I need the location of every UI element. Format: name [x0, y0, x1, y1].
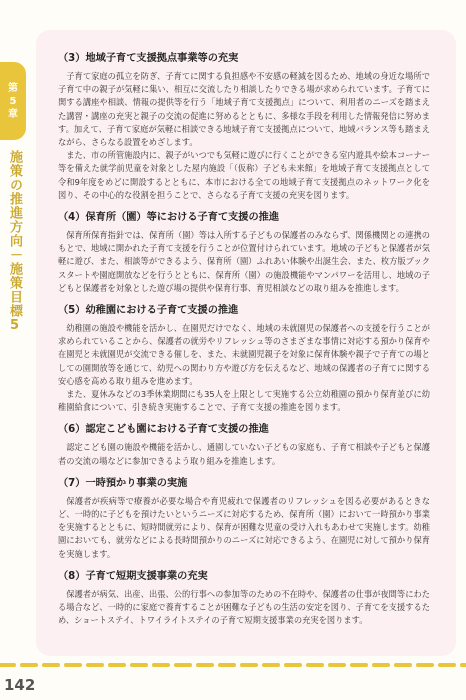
chapter-tab-char: 第 — [8, 82, 18, 94]
section-heading: （4）保育所（園）等における子育て支援の推進 — [58, 212, 280, 224]
chapter-tab-char: 章 — [8, 108, 18, 120]
section-paragraph: 保護者が疾病等で療養が必要な場合や育児疲れで保護者のリフレッシュを図る必要があるときなど、一時的に子どもを預けたいというニーズに対応するため、保育所（園）において一時預かり事業を実施するとともに、短時間就労により、保育が困難な児童の受け入れもあわせて実施します。幼稚園においても、就労などによる長時間預かりのニーズに対応できるよう、在園児に対して預かり保育を実施します。 — [58, 495, 430, 559]
section-8 — [58, 570, 430, 628]
section-heading: （3）地域子育て支援拠点事業等の充実 — [58, 53, 239, 64]
section-3 — [58, 52, 430, 202]
section-paragraph: 保育所保育指針では、保育所（園）等は入所する子どもの保護者のみならず、関係機関との連携のもとで、地域に開かれた子育て支援を行うことが位置付けられています。地域の子どもと保護者が気軽に遊び、また、相談等ができるよう、保育所（園）ふれあい体験や出誕生会、また、枚方版ブックスタートや園庭開放などを行うとともに、保育所（園）の施設機能やマンパワーを活用し、地域の子どもと保護者を対象とした遊び場の提供や保育行事、育児相談などの取り組みを推進します。 — [58, 230, 430, 293]
section-paragraph: また、夏休みなどの3季休業期間にも35人を上限として実施する公立幼稚園の預かり保育並びに幼稚園給食について、引き続き実施することで、子育て支援の推進を図ります。 — [58, 389, 430, 413]
section-paragraph: 認定こども園の施設や機能を活かし、通園していない子どもの家庭も、子育て相談や子どもと保護者の交流の場などに参加できるよう取り組みを推進します。 — [58, 442, 430, 466]
section-paragraph: 保護者が病気、出産、出張、公的行事への参加等のための不在時や、保護者の仕事が夜間等にわたる場合など、一時的に家庭で養育することが困難な子どもの生活の安定を図り、子育てを支援するため、ショートステイ、トワイライトステイの子育て短期支援事業の充実を図ります。 — [58, 588, 430, 626]
chapter-side-title: 施策の推進方向－施策目標5 — [7, 150, 22, 334]
footer-dash-decoration — [0, 662, 466, 668]
chapter-tab — [0, 62, 26, 140]
section-heading: （6）認定こども園における子育て支援の推進 — [58, 424, 269, 436]
section-paragraph: また、市の所管施設内に、親子がいつでも気軽に遊びに行くことができる室内遊具や絵本コーナー等を備えた就学前児童を対象とした屋内施設「（仮称）子ども未来館」を地域子育て支援拠点として令和9年度をめどに開設するとともに、本市における全ての地域子育て支援拠点のネットワーク化を図り、その中心的な役割を担うことで、さらなる子育て支援の充実を図ります。 — [58, 150, 431, 200]
section-5 — [58, 304, 430, 414]
section-heading: （7）一時預かり事業の実施 — [58, 477, 188, 489]
section-paragraph: 幼稚園の施設や機能を活かし、在園児だけでなく、地域の未就園児の保護者への支援を行うことが求められていることから、保護者の就労やリフレッシュ等のさまざまな事情に対応する預かり保育や在園児と未就園児が交流できる催しを、また、未就園児親子を対象に保育体験や親子で子育ての場としての園開放等を通じて、幼児への関わり方や遊び方を伝えるなど、地域の保護者の子育てに関する安心感を高める取り組みを進めます。 — [58, 323, 430, 386]
section-4 — [58, 211, 430, 295]
main-content — [58, 52, 430, 637]
section-paragraph: 子育て家庭の孤立を防ぎ、子育てに関する負担感や不安感の軽減を図るため、地域の身近な場所で子育て中の親子が気軽に集い、相互に交流したり相談したりできる場が求められています。子育てに関する講座や相談、情報の提供等を行う「地域子育て支援拠点」について、利用者のニーズを踏まえた講習・講座の充実と親子の交流の促進に努めるとともに、多様な手段を利用した情報発信に努めます。加えて、子育て家庭が気軽に相談できる地域子育て支援拠点について、地域バランス等も踏まえながら、さらなる設置をめざします。 — [58, 71, 430, 148]
section-7 — [58, 477, 430, 561]
section-heading: （5）幼稚園における子育て支援の推進 — [58, 305, 239, 317]
page-number: 142 — [4, 676, 36, 694]
section-heading: （8）子育て短期支援事業の充実 — [58, 570, 208, 582]
chapter-tab-char: 5 — [9, 95, 17, 107]
section-6 — [58, 423, 430, 467]
